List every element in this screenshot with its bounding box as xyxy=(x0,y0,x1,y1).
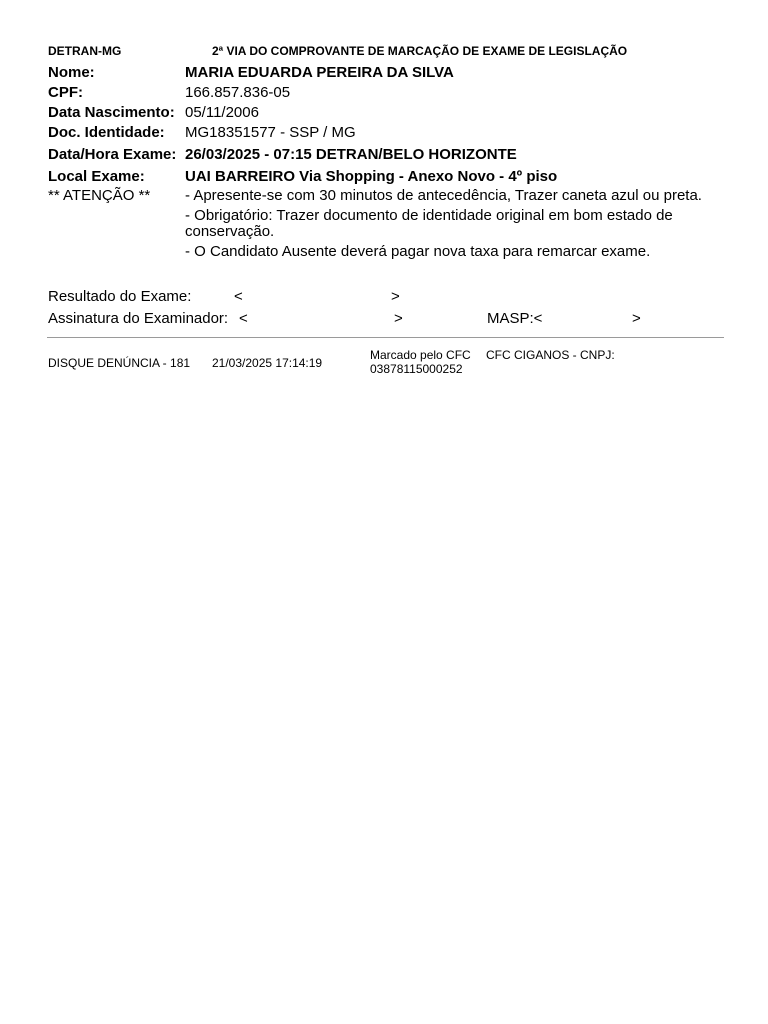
nome-value: MARIA EDUARDA PEREIRA DA SILVA xyxy=(185,64,454,81)
masp-label: MASP:< xyxy=(487,310,543,327)
resultado-close-bracket: > xyxy=(391,288,400,305)
org-name: DETRAN-MG xyxy=(48,44,122,58)
assinatura-open-bracket: < xyxy=(239,310,248,327)
resultado-open-bracket: < xyxy=(234,288,243,305)
issue-timestamp: 21/03/2025 17:14:19 xyxy=(212,356,323,370)
assinatura-close-bracket: > xyxy=(394,310,403,327)
assinatura-label: Assinatura do Examinador: xyxy=(48,310,229,327)
masp-close-bracket: > xyxy=(632,310,641,327)
local-exame-label: Local Exame: xyxy=(48,168,145,185)
document-title: 2ª VIA DO COMPROVANTE DE MARCAÇÃO DE EXAME DE LEGISLAÇÃO xyxy=(212,44,628,58)
nascimento-value: 05/11/2006 xyxy=(185,104,259,121)
attention-note: - O Candidato Ausente deverá pagar nova taxa para remarcar exame. xyxy=(185,243,651,260)
doc-identidade-value: MG18351577 - SSP / MG xyxy=(185,124,356,141)
marcado-pelo-cfc: Marcado pelo CFC xyxy=(370,348,471,362)
nome-label: Nome: xyxy=(48,64,95,81)
resultado-label: Resultado do Exame: xyxy=(48,288,192,305)
attention-note: - Apresente-se com 30 minutos de antecedência, Trazer caneta azul ou preta. xyxy=(185,187,702,204)
doc-identidade-label: Doc. Identidade: xyxy=(48,124,165,141)
cpf-value: 166.857.836-05 xyxy=(185,84,291,101)
nascimento-label: Data Nascimento: xyxy=(48,104,175,121)
datahora-exame-label: Data/Hora Exame: xyxy=(48,146,177,163)
cpf-label: CPF: xyxy=(48,84,83,101)
attention-label: ** ATENÇÃO ** xyxy=(48,187,151,204)
attention-note: - Obrigatório: Trazer documento de identidade original em bom estado de conservação. xyxy=(185,207,673,240)
disque-denuncia: DISQUE DENÚNCIA - 181 xyxy=(48,356,191,370)
cfc-name: CFC CIGANOS - CNPJ: xyxy=(486,348,615,362)
datahora-exame-value: 26/03/2025 - 07:15 DETRAN/BELO HORIZONTE xyxy=(185,146,517,163)
cfc-cnpj: 03878115000252 xyxy=(370,362,463,376)
divider xyxy=(47,337,724,338)
local-exame-value: UAI BARREIRO Via Shopping - Anexo Novo - 4º piso xyxy=(185,168,558,185)
